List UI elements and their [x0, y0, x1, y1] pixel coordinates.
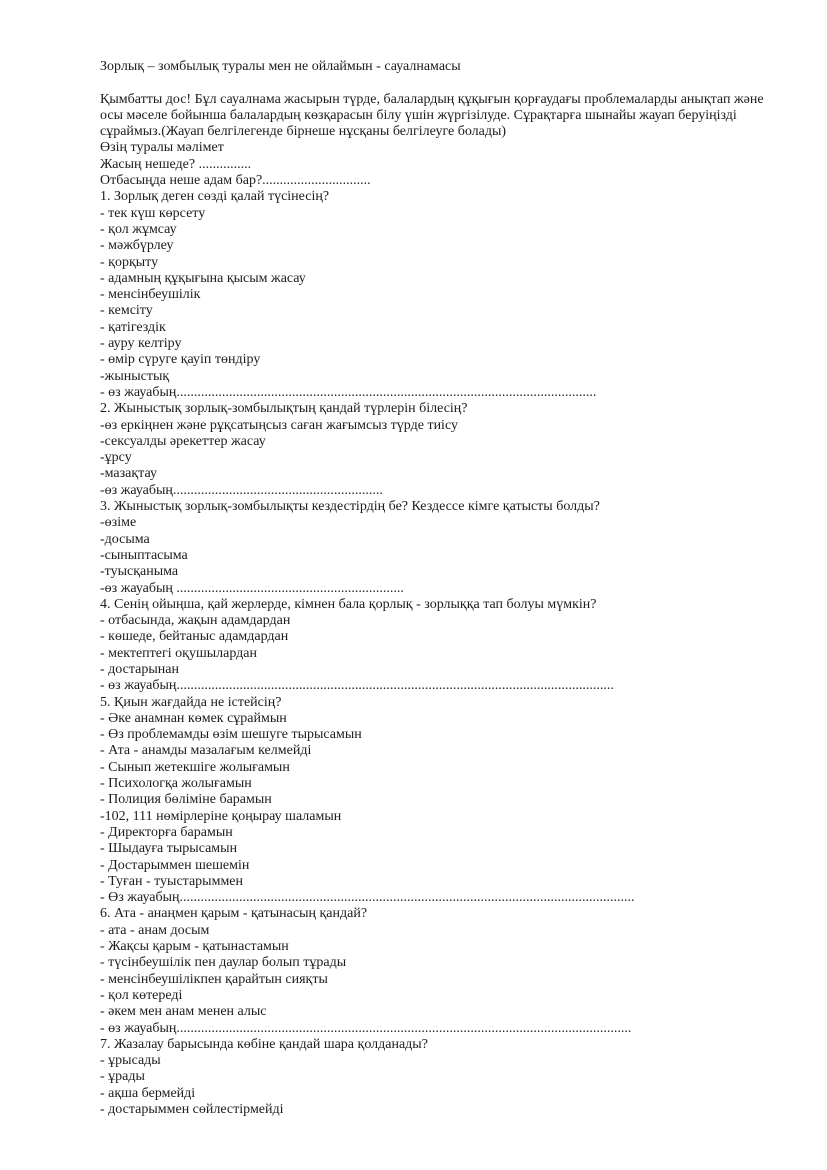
option-line: - қорқыту: [100, 254, 159, 270]
option-line: -өзіме: [100, 515, 137, 531]
option-line: - әкем мен анам менен алыс: [100, 1004, 267, 1020]
option-line: - көшеде, бейтаныс адамдардан: [100, 629, 289, 645]
option-line: - мектептегі оқушылардан: [100, 645, 257, 661]
option-line: - кемсіту: [100, 303, 153, 319]
option-line: - Жақсы қарым - қатынастамын: [100, 939, 289, 955]
option-line: - достарынан: [100, 661, 179, 677]
option-line: -жыныстық: [100, 368, 170, 384]
option-line: - Әке анамнан көмек сұраймын: [100, 710, 287, 726]
intro-paragraph: Қымбатты дос! Бұл сауалнама жасырын түрде, балалардың құқығын қорғаудағы проблемаларды анықтап және осы мәселе бойынша балалардың көзқарасын білу үшін жүргізілуде. Сұрақтарға шынайы жауап беруіңізді сұраймыз.(Жауап белгілегенде бірнеше нұсқаны белгілеуге болады): [100, 91, 764, 140]
option-line: - Шыдауға тырысамын: [100, 841, 238, 857]
question-title: 3. Жыныстық зорлық-зомбылықты кездестірдің бе? Кездессе кімге қатысты болды?: [100, 499, 600, 515]
option-line: - Өз жауабың..................................................................................................................................: [100, 890, 635, 906]
question-block: [100, 401, 774, 499]
option-line: - Өз проблемамды өзім шешуге тырысамын: [100, 727, 362, 743]
family-size-question-line: Отбасыңда неше адам бар?...............................: [100, 173, 371, 189]
option-line: - ұрады: [100, 1069, 145, 1085]
option-line: - Туған - туыстарыммен: [100, 873, 244, 889]
option-line: - ауру келтіру: [100, 336, 182, 352]
option-line: - өз жауабың..................................................................................................................................: [100, 1020, 632, 1036]
option-line: -сыныптасыма: [100, 547, 188, 563]
question-block: [100, 1037, 774, 1118]
option-line: - ұрысады: [100, 1053, 161, 1069]
doc-title: Зорлық – зомбылық туралы мен не ойлаймын - сауалнамасы: [100, 59, 461, 74]
question-block: [100, 597, 774, 695]
option-line: - Сынып жетекшіге жолығамын: [100, 759, 290, 775]
option-line: -досыма: [100, 531, 150, 547]
question-title: 6. Ата - анаңмен қарым - қатынасың қандай?: [100, 906, 368, 922]
question-block: [100, 695, 774, 907]
option-line: - қатігездік: [100, 319, 166, 335]
blank-line: [100, 75, 774, 91]
option-line: - түсінбеушілік пен даулар болып тұрады: [100, 955, 347, 971]
option-line: - өз жауабың.............................................................................................................................: [100, 678, 614, 694]
option-line: - отбасында, жақын адамдардан: [100, 613, 291, 629]
question-title: 5. Қиын жағдайда не істейсің?: [100, 694, 282, 710]
option-line: - менсінбеушілік: [100, 287, 201, 303]
question-title: 2. Жыныстық зорлық-зомбылықтың қандай түрлерін білесің?: [100, 401, 468, 417]
option-line: -сексуалды әрекеттер жасау: [100, 433, 266, 449]
option-line: - қол көтереді: [100, 987, 183, 1003]
option-line: - адамның құқығына қысым жасау: [100, 270, 306, 286]
option-line: -туысқаныма: [100, 564, 179, 580]
option-line: - Директорға барамын: [100, 824, 233, 840]
option-line: - өз жауабың........................................................................................................................: [100, 384, 597, 400]
option-line: -мазақтау: [100, 466, 157, 482]
questions-list: [100, 189, 774, 1118]
question-block: [100, 906, 774, 1036]
question-title: 4. Сенің ойыңша, қай жерлерде, кімнен бала қорлық - зорлыққа тап болуы мүмкін?: [100, 596, 597, 612]
option-line: - Достарыммен шешемін: [100, 857, 250, 873]
option-line: - менсінбеушілікпен қарайтын сияқты: [100, 971, 328, 987]
option-line: - тек күш көрсету: [100, 205, 206, 221]
option-line: -өз жауабың............................................................: [100, 482, 383, 498]
option-line: - достарыммен сөйлестірмейді: [100, 1102, 284, 1117]
question-title: 1. Зорлық деген сөзді қалай түсінесің?: [100, 189, 330, 205]
option-line: - ақша бермейді: [100, 1085, 196, 1101]
option-line: - мәжбүрлеу: [100, 238, 174, 254]
option-line: - қол жұмсау: [100, 221, 177, 237]
question-block: [100, 499, 774, 597]
option-line: -102, 111 нөмірлеріне қоңырау шаламын: [100, 808, 342, 824]
option-line: -өз еркіңнен және рұқсатыңсыз саған жағымсыз түрде тиісу: [100, 417, 458, 433]
question-block: [100, 189, 774, 401]
option-line: - Полиция бөліміне барамын: [100, 792, 272, 808]
option-line: - Психологқа жолығамын: [100, 776, 252, 792]
personal-info-heading: Өзің туралы мәлімет: [100, 140, 224, 156]
question-title: 7. Жазалау барысында көбіне қандай шара қолданады?: [100, 1036, 428, 1052]
option-line: -өз жауабың .................................................................: [100, 580, 404, 596]
option-line: - өмір сүруге қауіп төндіру: [100, 352, 261, 368]
option-line: - ата - анам досым: [100, 922, 210, 938]
option-line: -ұрсу: [100, 450, 132, 466]
age-question-line: Жасың нешеде? ...............: [100, 156, 252, 172]
option-line: - Ата - анамды мазалағым келмейді: [100, 743, 312, 759]
questionnaire-text: [100, 59, 774, 1118]
